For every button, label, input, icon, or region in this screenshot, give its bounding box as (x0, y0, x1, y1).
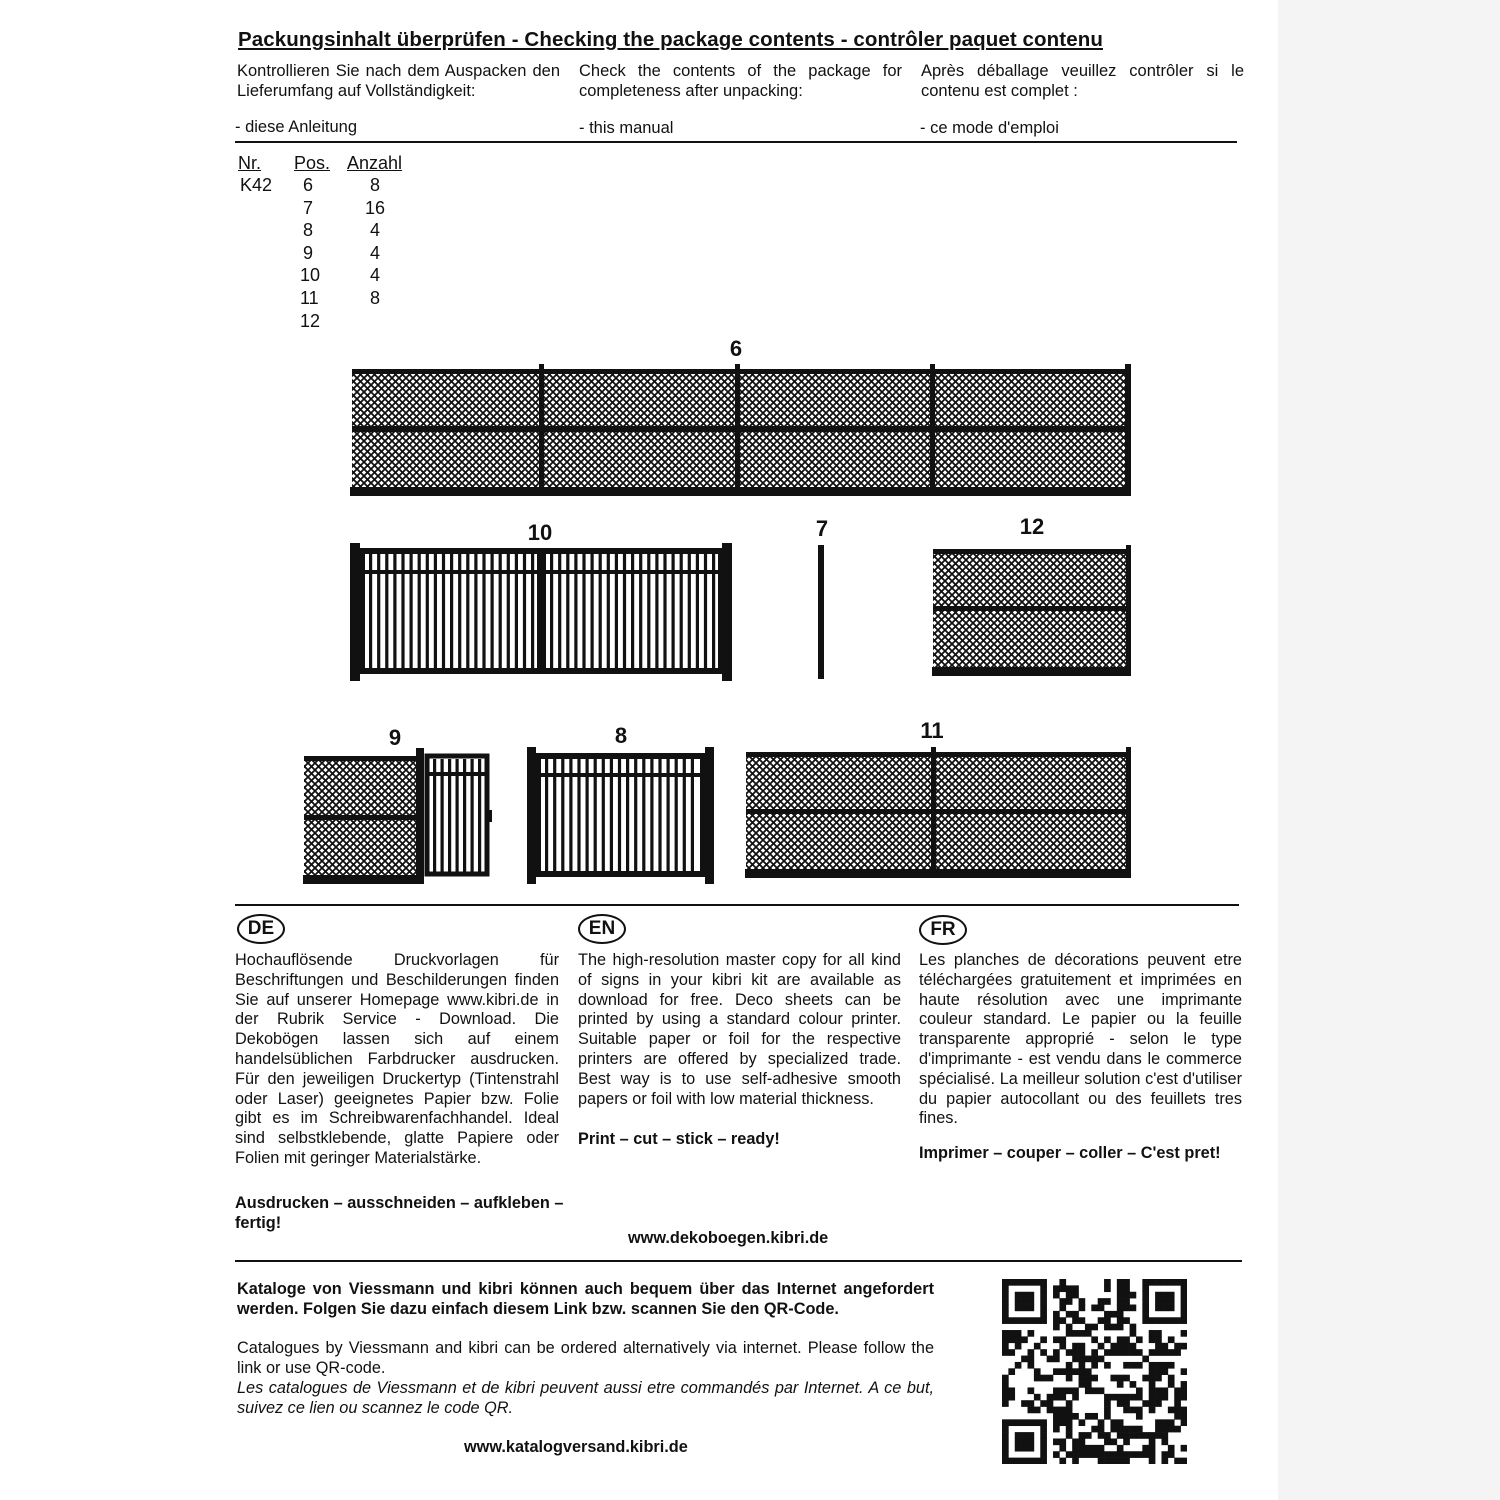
gate-bar (615, 554, 618, 669)
table-pos: 8 (302, 220, 313, 241)
part-label-11: 11 (920, 718, 944, 743)
gate-bar (393, 554, 396, 669)
gate-bar (663, 554, 666, 669)
gate-bar (474, 554, 477, 669)
table-qty: 4 (369, 220, 380, 241)
lang-badge-en: EN (578, 914, 626, 944)
gate-bar (377, 554, 380, 669)
table-pos: 11 (300, 288, 319, 308)
part-7-post (818, 545, 824, 679)
gate-bar (602, 759, 605, 872)
gate-bar (450, 554, 453, 669)
gate-bar (515, 554, 518, 669)
gate-bar (466, 554, 469, 669)
gate-bar (561, 759, 564, 872)
gate-bar (634, 759, 637, 872)
table-header-anzahl: Anzahl (347, 153, 403, 173)
gate-bar (577, 759, 580, 872)
gate-bar (642, 759, 645, 872)
info-text-en: The high-resolution master copy for all kind of signs in your kibri kit are available as download for free. Deco sheets can be printed by using a standard colour printer. Suitable paper or foil for the respective printers are offered by specialized trade. Best way is to use self-adhesive smooth papers or foil with low material thickness. (578, 951, 901, 1108)
gate-bar (607, 554, 610, 669)
part-label-6: 6 (729, 336, 743, 361)
part-8-single-gate (527, 747, 714, 884)
part-11-fence (745, 747, 1131, 878)
gate-bar (550, 554, 553, 669)
gate-bar (442, 554, 445, 669)
gate-bar (582, 554, 585, 669)
gate-bar (558, 554, 561, 669)
divider-middle (235, 904, 1239, 906)
table-nr: K42 (240, 175, 273, 195)
gate-bar (683, 759, 686, 872)
gate-bar (631, 554, 634, 669)
gate-bar (458, 554, 461, 669)
gate-bar (675, 759, 678, 872)
part-label-10: 10 (527, 520, 553, 545)
manual-fr: - ce mode d'emploi (920, 119, 1059, 137)
intro-fr: Après déballage veuillez contrôler si le contenu est complet : (921, 62, 1244, 100)
gate-bar (658, 759, 661, 872)
part-label-7: 7 (815, 516, 829, 541)
gate-bar (545, 759, 548, 872)
gate-bar (482, 554, 485, 669)
gate-bar (523, 554, 526, 669)
gate-bar (712, 554, 715, 669)
gate-bar (507, 554, 510, 669)
table-pos: 10 (300, 265, 321, 286)
table-qty: 4 (369, 265, 380, 286)
gate-bar (586, 759, 589, 872)
gate-bar (441, 759, 444, 872)
table-qty: 4 (369, 242, 380, 263)
gate-bar (401, 554, 404, 669)
slogan-de: Ausdrucken – ausschneiden – aufkleben – fertig! (235, 1194, 564, 1232)
table-pos: 9 (302, 242, 313, 263)
gate-bar (650, 759, 653, 872)
table-qty: 16 (364, 197, 386, 218)
part-10-double-gate (350, 543, 732, 681)
page-title: Packungsinhalt überprüfen - Checking the package contents - contrôler paquet contenu (238, 28, 1103, 51)
gate-bar (463, 759, 466, 872)
gate-bar (478, 759, 481, 872)
lang-badge-de: DE (237, 914, 285, 944)
gate-bar (426, 554, 429, 669)
slogan-fr: Imprimer – couper – coller – C'est pret! (919, 1144, 1221, 1162)
lang-badge-fr: FR (919, 915, 967, 945)
table-pos: 12 (300, 310, 321, 331)
gate-bar (471, 759, 474, 872)
part-9-gate-with-mesh (303, 748, 492, 884)
table-qty: 8 (369, 288, 380, 308)
part-6-fence (350, 364, 1131, 496)
manual-de: - diese Anleitung (235, 118, 358, 136)
gate-bar (433, 759, 436, 872)
gate-bar (418, 554, 421, 669)
gate-bar (599, 554, 602, 669)
gate-bar (655, 554, 658, 669)
gate-bar (688, 554, 691, 669)
gate-bar (448, 759, 451, 872)
table-pos: 6 (302, 175, 313, 195)
divider-bottom (235, 1260, 1242, 1262)
deko-url-link[interactable]: www.dekoboegen.kibri.de (628, 1229, 829, 1247)
gate-bar (434, 554, 437, 669)
intro-de: Kontrollieren Sie nach dem Auspacken den Lieferumfang auf Vollständigkeit: (237, 62, 560, 100)
table-pos: 7 (302, 197, 313, 218)
gate-bar (618, 759, 621, 872)
gate-bar (369, 554, 372, 669)
info-text-fr: Les planches de décorations peuvent etre téléchargées gratuitement et imprimées en haute résolution avec une imprimante couleur standard. Le papier ou la feuille transparente approprié - selon le type d'imprimante - est vendu dans le commerce spécialisé. La meilleur solution c'est d'utiliser du papier autocollant ou des feuillets tres fines. (919, 951, 1242, 1128)
gate-bar (569, 759, 572, 872)
gate-bar (591, 554, 594, 669)
gate-bar (491, 554, 494, 669)
gate-bar (553, 759, 556, 872)
table-header-pos: Pos. (294, 153, 331, 173)
gate-bar (639, 554, 642, 669)
gate-bar (610, 759, 613, 872)
gate-bar (566, 554, 569, 669)
part-label-9: 9 (388, 725, 402, 750)
intro-en: Check the contents of the package for completeness after unpacking: (579, 62, 902, 100)
gate-bar (410, 554, 413, 669)
gate-bar (626, 759, 629, 872)
qr-code[interactable] (1002, 1279, 1187, 1464)
gate-bar (499, 554, 502, 669)
gate-bar (704, 554, 707, 669)
gate-bar (385, 554, 388, 669)
gate-bar (456, 759, 459, 872)
catalog-url-link[interactable]: www.katalogversand.kibri.de (464, 1438, 688, 1456)
slogan-en: Print – cut – stick – ready! (578, 1130, 780, 1148)
catalog-text-fr: Les catalogues de Viessmann et de kibri peuvent aussi etre commandés par Internet. A ce but, suivez ce lien ou scannez le code QR. (237, 1379, 934, 1417)
info-text-de: Hochauflösende Druckvorlagen für Beschriftungen und Beschilderungen finden Sie auf unserer Homepage www.kibri.de in der Rubrik Service - Download. Die Dekobögen lassen sich auf einem handelsüblichen Farbdrucker ausdrucken. Für den jeweiligen Druckertyp (Tintenstrahl oder Laser) geeignetes Papier bzw. Folie gibt es im Schreibwarenfachhandel. Ideal sind selbstklebende, glatte Papiere oder Folien mit geringer Materialstärke. (235, 951, 559, 1167)
gate-bar (667, 759, 670, 872)
gate-bar (691, 759, 694, 872)
table-qty: 8 (369, 175, 380, 195)
catalog-text-de: Kataloge von Viessmann und kibri können auch bequem über das Internet angefordert werden. Folgen Sie dazu einfach diesem Link bzw. scannen Sie den QR-Code. (237, 1280, 934, 1318)
gate-bar (594, 759, 597, 872)
gate-bar (696, 554, 699, 669)
gate-bar (672, 554, 675, 669)
part-label-8: 8 (614, 723, 628, 748)
part-label-12: 12 (1019, 514, 1045, 539)
gate-bar (680, 554, 683, 669)
gate-bar (623, 554, 626, 669)
gate-bar (647, 554, 650, 669)
gate-bar (574, 554, 577, 669)
gate-bar (531, 554, 534, 669)
part-12-mesh-panel (932, 545, 1131, 676)
catalog-text-en: Catalogues by Viessmann and kibri can be ordered alternatively via internet. Please follow the link or use QR-code. (237, 1339, 934, 1377)
manual-en: - this manual (579, 119, 674, 137)
table-header-nr: Nr. (238, 153, 262, 173)
